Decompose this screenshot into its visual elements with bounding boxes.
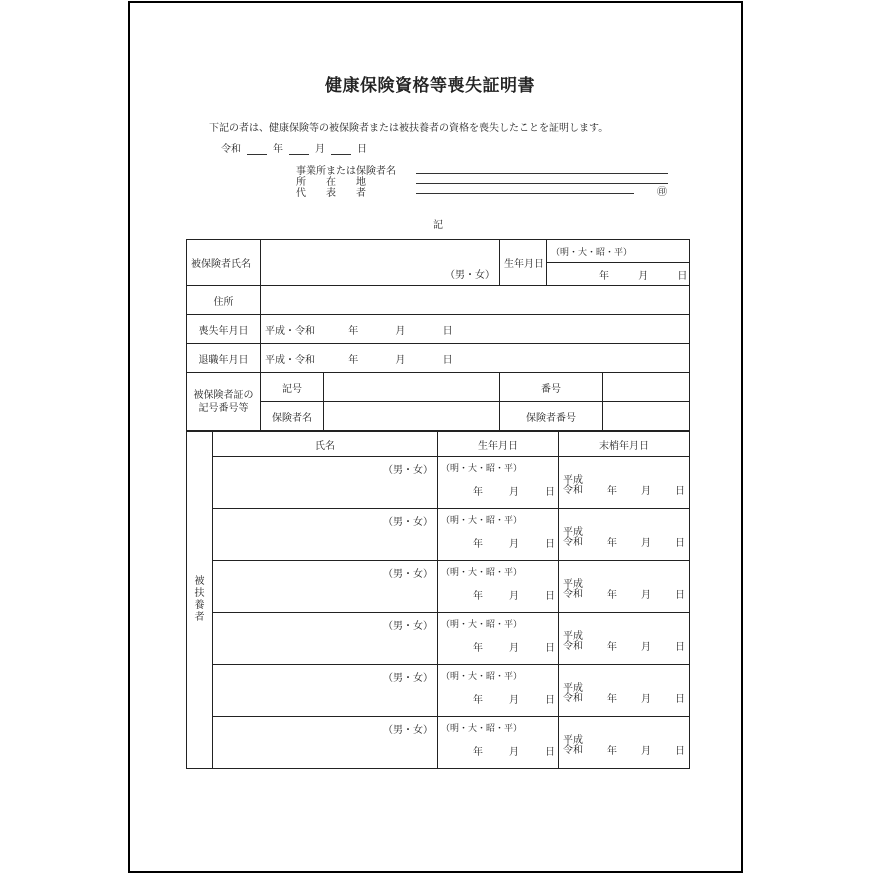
symbol-label: 記号 — [261, 373, 324, 402]
dependent-end-field[interactable] — [559, 665, 690, 717]
office-name-line[interactable] — [416, 173, 668, 174]
dependent-gender: （男・女） — [383, 621, 433, 632]
dependent-birth-year: 年 — [473, 747, 483, 758]
dependent-end-era-reiwa: 令和 — [563, 536, 583, 548]
dependent-birth-field[interactable] — [438, 613, 559, 665]
gender-options: （男・女） — [445, 270, 496, 281]
retire-date-label: 退職年月日 — [187, 344, 261, 373]
retire-day: 日 — [442, 354, 453, 366]
dependent-end-month: 月 — [641, 590, 651, 601]
dependent-birth-year: 年 — [473, 591, 483, 602]
dependent-birth-field[interactable] — [438, 457, 559, 509]
dependent-end-day: 日 — [675, 590, 685, 601]
office-name-label: 事業所または保険者名 — [296, 166, 396, 177]
number-field[interactable] — [603, 373, 690, 402]
dependent-name-field[interactable] — [213, 665, 438, 717]
dependent-gender: （男・女） — [383, 465, 433, 476]
dependent-end-day: 日 — [675, 642, 685, 653]
dependent-end-era-heisei: 平成 — [563, 474, 583, 486]
number-label: 番号 — [500, 373, 603, 402]
dependent-name-field[interactable] — [213, 717, 438, 769]
dependent-birth-field[interactable] — [438, 561, 559, 613]
birth-day: 日 — [677, 270, 688, 282]
retire-month: 月 — [395, 354, 406, 366]
birth-label: 生年月日 — [500, 240, 547, 286]
dependent-row — [187, 561, 690, 613]
dependent-birth-field[interactable] — [438, 717, 559, 769]
dependent-end-year: 年 — [607, 486, 617, 497]
dependent-end-day: 日 — [675, 538, 685, 549]
symbol-field[interactable] — [324, 373, 500, 402]
dependent-birth-era: （明・大・昭・平） — [441, 464, 523, 474]
dependent-row — [187, 509, 690, 561]
birth-month: 月 — [638, 270, 649, 282]
year-label: 年 — [273, 144, 283, 155]
month-label: 月 — [315, 144, 325, 155]
dependent-end-year: 年 — [607, 746, 617, 757]
col-birth-header: 生年月日 — [438, 432, 559, 457]
dependent-end-era-reiwa: 令和 — [563, 744, 583, 756]
retire-era: 平成・令和 — [265, 354, 315, 366]
ki-label: 記 — [433, 220, 443, 231]
address-field[interactable] — [261, 286, 690, 315]
dependent-end-era-reiwa: 令和 — [563, 692, 583, 704]
dependent-gender: （男・女） — [383, 569, 433, 580]
dependent-birth-day: 日 — [545, 591, 555, 602]
dependent-end-field[interactable] — [559, 717, 690, 769]
insured-name-label: 被保険者氏名 — [187, 240, 261, 286]
insurer-number-label: 保険者番号 — [500, 402, 603, 431]
dependent-end-field[interactable] — [559, 509, 690, 561]
dependent-birth-era: （明・大・昭・平） — [441, 724, 523, 734]
dependent-end-month: 月 — [641, 694, 651, 705]
month-blank[interactable] — [289, 144, 309, 155]
dependent-end-era-reiwa: 令和 — [563, 484, 583, 496]
loss-date-label: 喪失年月日 — [187, 315, 261, 344]
dependent-gender: （男・女） — [383, 673, 433, 684]
dependent-name-field[interactable] — [213, 613, 438, 665]
dependent-birth-day: 日 — [545, 643, 555, 654]
card-number-label: 被保険者証の記号番号等 — [187, 373, 261, 431]
dependent-end-month: 月 — [641, 746, 651, 757]
year-blank[interactable] — [247, 144, 267, 155]
dependents-side-label: 被扶養者 — [187, 432, 213, 769]
dependent-name-field[interactable] — [213, 561, 438, 613]
dependents-table — [186, 431, 690, 769]
dependent-row — [187, 613, 690, 665]
address-label: 所 在 地 — [296, 177, 366, 188]
col-end-header: 末梢年月日 — [559, 432, 690, 457]
date-line — [221, 140, 367, 155]
birth-year: 年 — [599, 270, 610, 282]
dependent-birth-year: 年 — [473, 539, 483, 550]
dependent-end-year: 年 — [607, 694, 617, 705]
insured-table — [186, 239, 690, 431]
dependent-birth-field[interactable] — [438, 665, 559, 717]
dependent-birth-year: 年 — [473, 643, 483, 654]
retire-year: 年 — [348, 354, 359, 366]
dependent-birth-day: 日 — [545, 487, 555, 498]
dependent-end-year: 年 — [607, 538, 617, 549]
dependent-end-day: 日 — [675, 694, 685, 705]
dependent-birth-month: 月 — [509, 747, 519, 758]
dependent-end-era-heisei: 平成 — [563, 630, 583, 642]
representative-label: 代 表 者 — [296, 188, 366, 199]
insured-name-field[interactable] — [261, 240, 500, 286]
dependent-row — [187, 665, 690, 717]
dependent-name-field[interactable] — [213, 457, 438, 509]
loss-month: 月 — [395, 325, 406, 337]
dependent-birth-month: 月 — [509, 591, 519, 602]
birth-date-field[interactable] — [547, 263, 690, 286]
dependent-birth-day: 日 — [545, 747, 555, 758]
intro-text: 下記の者は、健康保険等の被保険者または被扶養者の資格を喪失したことを証明します。 — [209, 123, 609, 134]
dependent-end-field[interactable] — [559, 457, 690, 509]
insurer-name-label: 保険者名 — [261, 402, 324, 431]
dependent-end-year: 年 — [607, 642, 617, 653]
col-name-header: 氏名 — [213, 432, 438, 457]
day-blank[interactable] — [331, 144, 351, 155]
dependent-end-era-heisei: 平成 — [563, 734, 583, 746]
day-label: 日 — [357, 144, 367, 155]
address-line[interactable] — [416, 183, 668, 184]
dependent-end-day: 日 — [675, 746, 685, 757]
dependent-end-month: 月 — [641, 538, 651, 549]
document-title: 健康保険資格等喪失証明書 — [325, 76, 535, 96]
dependent-end-field[interactable] — [559, 613, 690, 665]
dependent-end-month: 月 — [641, 486, 651, 497]
dependent-birth-month: 月 — [509, 695, 519, 706]
loss-day: 日 — [442, 325, 453, 337]
dependent-end-era-reiwa: 令和 — [563, 640, 583, 652]
dependent-end-month: 月 — [641, 642, 651, 653]
insurer-number-field[interactable] — [603, 402, 690, 431]
address-row-label: 住所 — [187, 286, 261, 315]
dependent-name-field[interactable] — [213, 509, 438, 561]
loss-date-field[interactable] — [261, 315, 690, 344]
insurer-name-field[interactable] — [324, 402, 500, 431]
dependent-birth-day: 日 — [545, 539, 555, 550]
dependent-row — [187, 457, 690, 509]
dependent-birth-month: 月 — [509, 643, 519, 654]
dependent-end-year: 年 — [607, 590, 617, 601]
dependent-end-era-heisei: 平成 — [563, 526, 583, 538]
loss-era: 平成・令和 — [265, 325, 315, 337]
dependent-birth-month: 月 — [509, 539, 519, 550]
dependent-row — [187, 717, 690, 769]
dependent-gender: （男・女） — [383, 725, 433, 736]
dependent-birth-era: （明・大・昭・平） — [441, 672, 523, 682]
dependent-end-day: 日 — [675, 486, 685, 497]
dependent-birth-era: （明・大・昭・平） — [441, 516, 523, 526]
dependent-birth-year: 年 — [473, 487, 483, 498]
dependent-birth-year: 年 — [473, 695, 483, 706]
dependent-gender: （男・女） — [383, 517, 433, 528]
dependent-birth-day: 日 — [545, 695, 555, 706]
birth-era-options: （明・大・昭・平） — [547, 240, 690, 263]
dependent-end-era-reiwa: 令和 — [563, 588, 583, 600]
dependent-birth-era: （明・大・昭・平） — [441, 568, 523, 578]
retire-date-field[interactable] — [261, 344, 690, 373]
loss-year: 年 — [348, 325, 359, 337]
representative-line[interactable] — [416, 193, 634, 194]
dependent-birth-era: （明・大・昭・平） — [441, 620, 523, 630]
dependent-end-era-heisei: 平成 — [563, 682, 583, 694]
dependent-birth-field[interactable] — [438, 509, 559, 561]
dependent-end-era-heisei: 平成 — [563, 578, 583, 590]
dependent-end-field[interactable] — [559, 561, 690, 613]
seal-mark: ㊞ — [657, 187, 667, 198]
dependent-birth-month: 月 — [509, 487, 519, 498]
era-label: 令和 — [221, 144, 241, 155]
